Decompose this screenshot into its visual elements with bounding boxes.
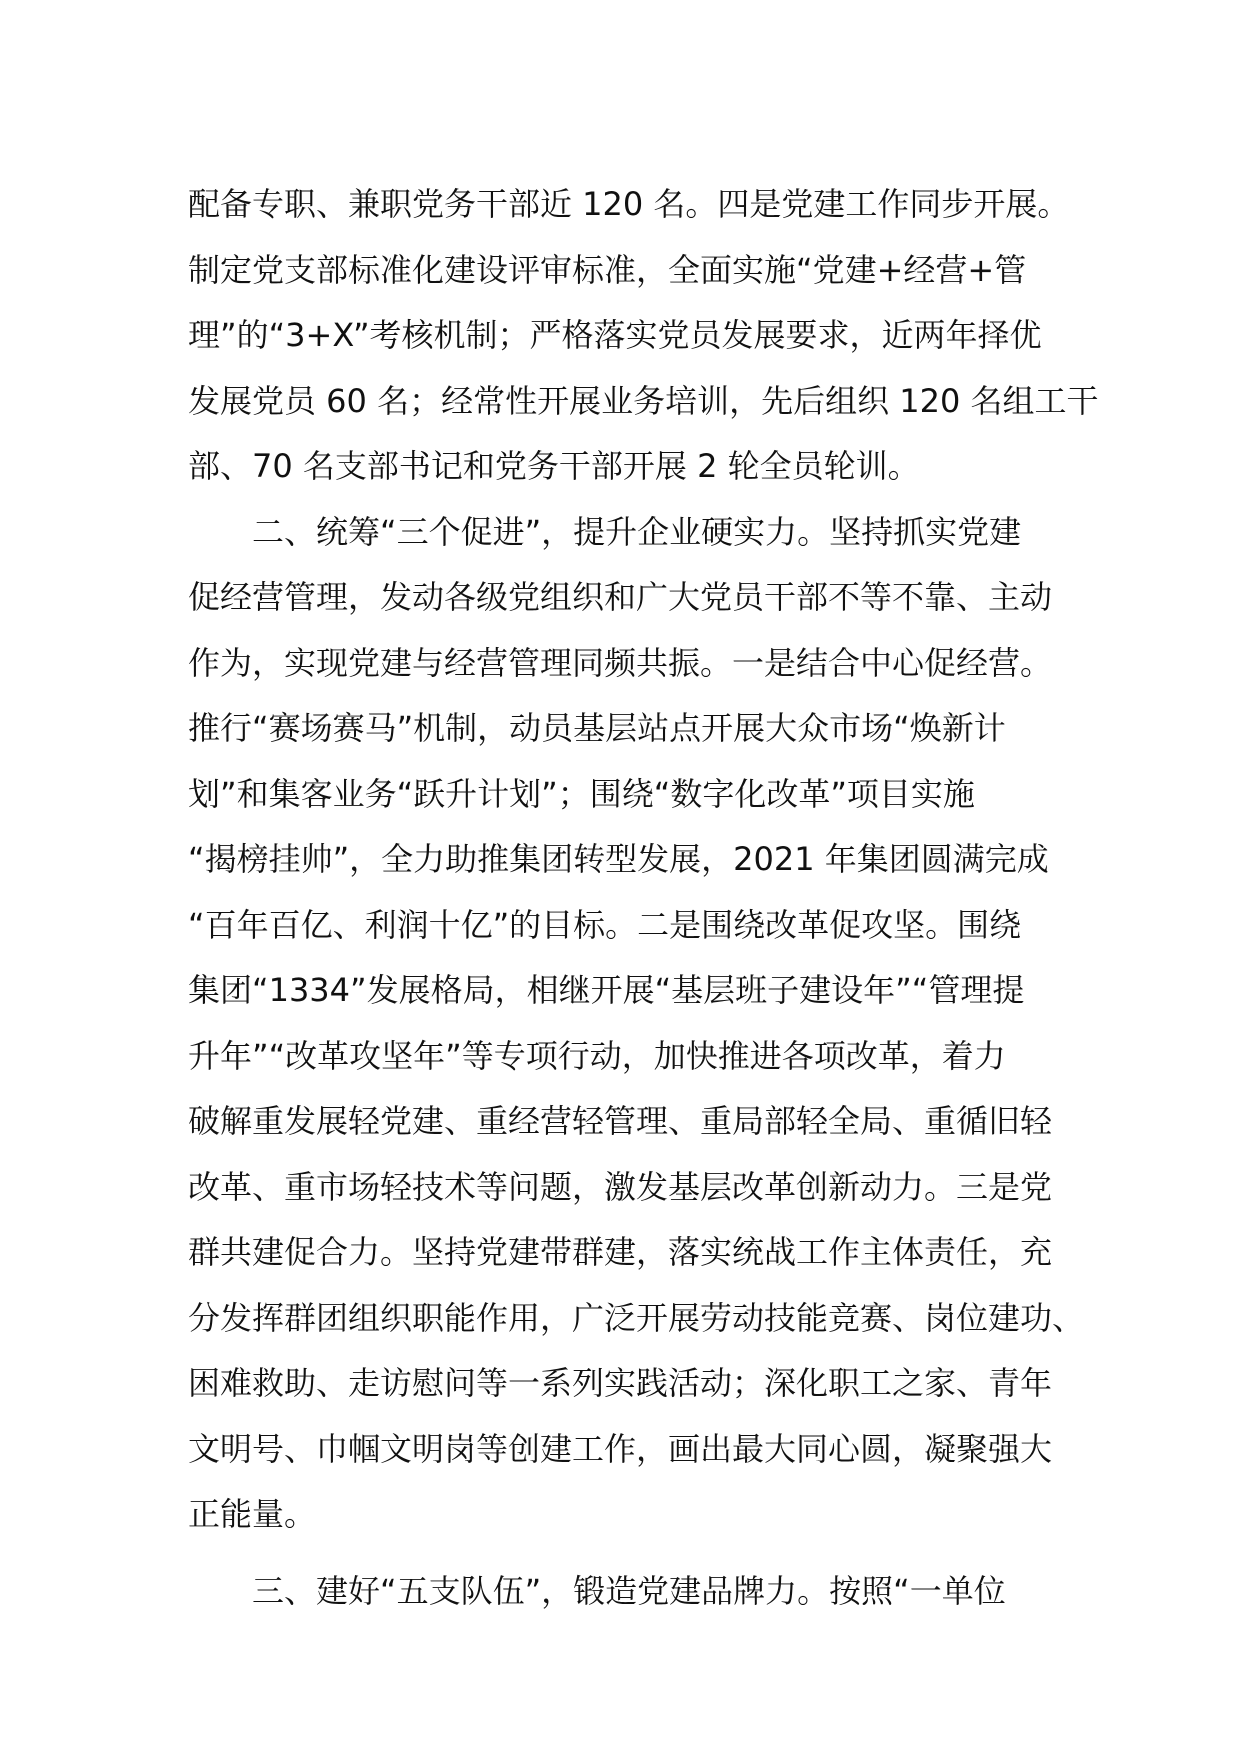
text-line: 困难救助、走访慰问等一系列实践活动；深化职工之家、青年 [188,1364,1053,1402]
text-line: 升年”“改革攻坚年”等专项行动，加快推进各项改革，着力 [188,1036,1006,1075]
text-line: 推行“赛场赛马”机制，动员基层站点开展大众市场“焕新计 [188,709,1006,747]
text-line: 作为，实现党建与经营管理同频共振。一是结合中心促经营。 [188,643,1053,682]
section-heading-line: 二、统筹“三个促进”，提升企业硬实力。坚持抓实党建 [188,512,1022,551]
text-line: 集团“1334”发展格局，相继开展“基层班子建设年”“管理提 [188,971,1025,1009]
body-text [188,172,1099,1624]
text-line: 发展党员 60 名；经常性开展业务培训，先后组织 120 名组工干 [188,381,1099,420]
text-line: 改革、重市场轻技术等问题，激发基层改革创新动力。三是党 [188,1167,1053,1206]
text-line: 破解重发展轻党建、重经营轻管理、重局部轻全局、重循旧轻 [188,1102,1053,1140]
text-line: “揭榜挂帅”，全力助推集团转型发展，2021 年集团圆满完成 [188,840,1049,878]
text-line: 理”的“3+X”考核机制；严格落实党员发展要求，近两年择优 [188,316,1042,354]
text-line: 配备专职、兼职党务干部近 120 名。四是党建工作同步开展。 [188,185,1070,223]
text-line: 制定党支部标准化建设评审标准，全面实施“党建+经营+管 [188,250,1027,289]
paragraph-gap [188,1548,1068,1559]
text-line: 促经营管理，发动各级党组织和广大党员干部不等不靠、主动 [188,578,1053,616]
text-line: 文明号、巾帼文明岗等创建工作，画出最大同心圆，凝聚强大 [188,1429,1053,1468]
text-line: 群共建促合力。坚持党建带群建，落实统战工作主体责任，充 [188,1233,1053,1271]
text-line: “百年百亿、利润十亿”的目标。二是围绕改革促攻坚。围绕 [188,905,1022,944]
section-heading-line: 三、建好“五支队伍”，锻造党建品牌力。按照“一单位 [188,1571,1006,1610]
text-line: 分发挥群团组织职能作用，广泛开展劳动技能竞赛、岗位建功、 [188,1298,1085,1337]
text-line: 部、70 名支部书记和党务干部开展 2 轮全员轮训。 [188,447,920,485]
text-line: 正能量。 [188,1495,317,1533]
text-line: 划”和集客业务“跃升计划”；围绕“数字化改革”项目实施 [188,774,975,813]
